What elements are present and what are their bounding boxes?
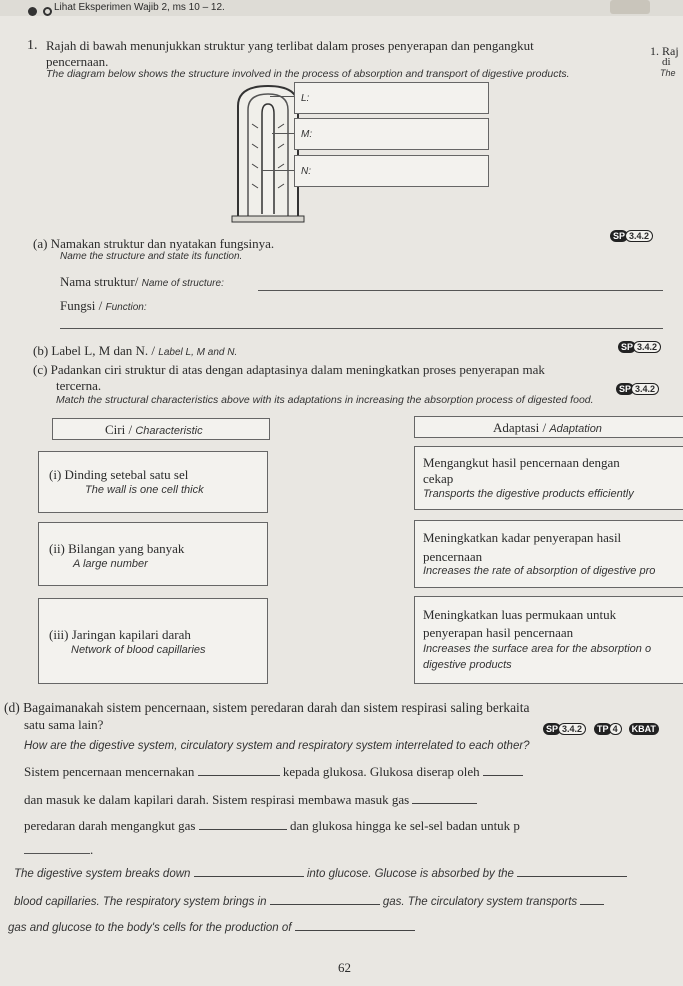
en-line3-a: gas and glucose to the body's cells for the production of <box>8 922 292 934</box>
bullet-ring-icon <box>43 7 52 16</box>
characteristic-1-ms: (i) Dinding setebal satu sel <box>49 467 189 482</box>
blank-4[interactable] <box>199 829 287 830</box>
sp-tag: SP <box>543 723 561 735</box>
sp-badge-c <box>616 379 659 397</box>
adaptation-3-ms1: Meningkatkan luas permukaan untuk <box>423 607 617 622</box>
page-number: 62 <box>338 960 351 975</box>
part-c-question-en: Match the structural characteristics above with its adaptations in increasing the absorption process of digested food. <box>56 394 594 406</box>
en-fill-line-3 <box>8 922 415 934</box>
part-a-question: (a) Namakan struktur dan nyatakan fungsinya. <box>33 236 275 251</box>
en-fill-line-2 <box>14 896 604 908</box>
question1-text-ms-line1: Rajah di bawah menunjukkan struktur yang terlibat dalam proses penyerapan dan pengangkut <box>46 38 534 53</box>
sp-code: 3.4.2 <box>558 723 586 735</box>
adaptation-box-1[interactable] <box>414 446 683 510</box>
sp-code: 3.4.2 <box>633 341 661 353</box>
adaptation-box-2[interactable] <box>414 520 683 588</box>
part-d-question-en: How are the digestive system, circulatory system and respiratory system interrelated to each other? <box>24 740 530 752</box>
adaptation-3-en2: digestive products <box>423 659 512 671</box>
characteristic-box-3[interactable] <box>38 598 268 684</box>
part-b-question-en: Label L, M and N. <box>158 347 238 358</box>
part-d-question-line1: (d) Bagaimanakah sistem pencernaan, sistem peredaran darah dan sistem respirasi saling berkaita <box>4 700 530 715</box>
kbat-tag: KBAT <box>629 723 659 735</box>
sp-code: 3.4.2 <box>631 383 659 395</box>
part-d-badges <box>543 719 659 737</box>
blank-1[interactable] <box>198 775 280 776</box>
question1-text-en: The diagram below shows the structure involved in the process of absorption and transport of digestive products. <box>46 68 570 80</box>
part-d-question-line2: satu sama lain? <box>24 717 104 732</box>
blank-7[interactable] <box>517 876 627 877</box>
ms-line3-b: dan glukosa hingga ke sel-sel badan untuk p <box>289 818 520 833</box>
col1-header-en: Characteristic <box>135 425 203 437</box>
adaptation-2-ms2: pencernaan <box>423 549 483 564</box>
name-label-ms: Nama struktur/ <box>60 274 139 289</box>
characteristic-box-1[interactable] <box>38 451 268 513</box>
col2-header-ms: Adaptasi / <box>493 420 547 435</box>
adaptation-3-ms2: penyerapan hasil pencernaan <box>423 625 574 640</box>
ms-line1-a: Sistem pencernaan mencernakan <box>24 764 195 779</box>
en-fill-line-1 <box>14 868 627 880</box>
characteristic-2-ms: (ii) Bilangan yang banyak <box>49 541 185 556</box>
blank-5[interactable] <box>24 853 90 854</box>
sp-tag: SP <box>618 341 636 353</box>
blank-2[interactable] <box>483 775 523 776</box>
function-label-en: Function: <box>105 302 147 313</box>
pointer-line-L <box>270 96 294 97</box>
blank-3[interactable] <box>412 803 477 804</box>
en-line1-b: into glucose. Glucose is absorbed by the <box>306 868 514 880</box>
function-label <box>60 298 147 314</box>
ms-line1-b: kepada glukosa. Glukosa diserap oleh <box>282 764 480 779</box>
characteristic-header <box>52 418 270 440</box>
characteristic-1-en: The wall is one cell thick <box>85 484 204 496</box>
sp-tag: SP <box>610 230 628 242</box>
sp-tag: SP <box>616 383 634 395</box>
sp-badge-a <box>610 226 653 244</box>
name-answer-line[interactable] <box>258 290 663 291</box>
adaptation-1-ms1: Mengangkut hasil pencernaan dengan <box>423 455 620 470</box>
adaptation-box-3[interactable] <box>414 596 683 684</box>
margin-fragment: 1. Raj <box>650 44 679 58</box>
adaptation-1-en: Transports the digestive products efficiently <box>423 488 634 500</box>
en-line2-b: gas. The circulatory system transports <box>382 896 578 908</box>
blank-9[interactable] <box>580 904 604 905</box>
characteristic-3-en: Network of blood capillaries <box>71 644 206 656</box>
bullet-dot-icon <box>28 7 37 16</box>
part-a-question-en: Name the structure and state its function. <box>60 251 243 262</box>
label-L: L: <box>301 93 310 104</box>
bullet-icons <box>28 3 52 21</box>
function-label-ms: Fungsi / <box>60 298 103 313</box>
adaptation-header <box>414 416 683 438</box>
function-answer-line[interactable] <box>60 328 663 329</box>
blank-10[interactable] <box>295 930 415 931</box>
pointer-line-M <box>272 133 294 134</box>
part-b-question-ms: (b) Label L, M dan N. / <box>33 343 156 358</box>
label-box-L[interactable] <box>294 82 489 114</box>
header-breadcrumb: Lihat Eksperimen Wajib 2, ms 10 – 12. <box>54 2 225 13</box>
ms-fill-line-3 <box>24 818 520 834</box>
name-structure-label <box>60 274 224 290</box>
adaptation-2-ms1: Meningkatkan kadar penyerapan hasil <box>423 530 622 545</box>
blank-5-period: . <box>90 842 94 857</box>
blank-6[interactable] <box>194 876 304 877</box>
tp-level: 4 <box>609 723 622 735</box>
question1-number: 1. <box>27 38 38 53</box>
ms-fill-line-2 <box>24 792 477 808</box>
question1-text-ms-line2: pencernaan. <box>46 54 109 69</box>
margin-fragment-2: di <box>662 56 671 68</box>
adaptation-1-ms2: cekap <box>423 471 454 486</box>
sp-code: 3.4.2 <box>625 230 653 242</box>
ms-line2-a: dan masuk ke dalam kapilari darah. Sistem respirasi membawa masuk gas <box>24 792 410 807</box>
tp-tag: TP <box>594 723 612 735</box>
characteristic-2-en: A large number <box>73 558 148 570</box>
characteristic-box-2[interactable] <box>38 522 268 586</box>
label-box-N[interactable] <box>294 155 489 187</box>
characteristic-3-ms: (iii) Jaringan kapilari darah <box>49 627 191 642</box>
en-line1-a: The digestive system breaks down <box>14 868 191 880</box>
part-c-question-line1: (c) Padankan ciri struktur di atas dengan adaptasinya dalam meningkatkan proses penyerapan mak <box>33 362 545 377</box>
label-N: N: <box>301 166 311 177</box>
en-line2-a: blood capillaries. The respiratory system brings in <box>14 896 267 908</box>
part-b-question <box>33 343 237 359</box>
adaptation-2-en: Increases the rate of absorption of digestive pro <box>423 565 656 577</box>
sp-badge-b <box>618 337 661 355</box>
pointer-line-N <box>262 170 294 171</box>
margin-fragment-en: The <box>660 68 676 78</box>
corner-logo-icon <box>610 0 650 14</box>
ms-fill-line-1 <box>24 764 523 780</box>
name-label-en: Name of structure: <box>141 278 224 289</box>
adaptation-3-en1: Increases the surface area for the absorption o <box>423 643 652 655</box>
blank-8[interactable] <box>270 904 380 905</box>
part-c-question-line2: tercerna. <box>56 378 102 393</box>
col2-header-en: Adaptation <box>549 423 602 435</box>
label-box-M[interactable] <box>294 118 489 150</box>
col1-header-ms: Ciri / <box>105 422 133 437</box>
label-M: M: <box>301 129 313 140</box>
ms-line3-a: peredaran darah mengangkut gas <box>24 818 196 833</box>
